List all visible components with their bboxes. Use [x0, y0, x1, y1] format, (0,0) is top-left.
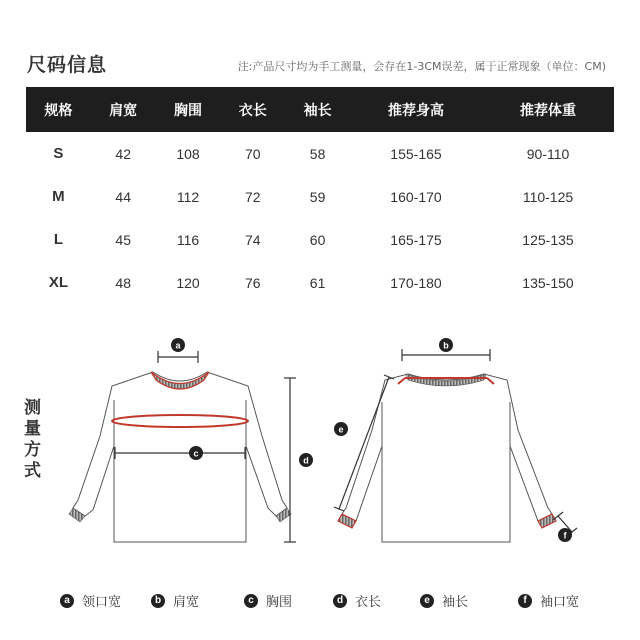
measure-label-char: 测 — [24, 398, 41, 418]
cell-height: 160-170 — [390, 188, 442, 205]
cell-weight: 125-135 — [522, 231, 574, 248]
legend-badge: d — [333, 594, 347, 608]
cell-sleeve: 59 — [309, 188, 326, 205]
diagram-mark-a — [171, 338, 185, 352]
cell-shoulder: 45 — [115, 231, 131, 248]
header-chest: 胸围 — [156, 87, 221, 132]
page-title: 尺码信息 — [27, 54, 108, 76]
header-sleeve: 袖长 — [285, 87, 350, 132]
cell-sleeve: 58 — [309, 145, 326, 162]
cell-chest: 112 — [176, 188, 200, 205]
legend-badge: f — [518, 594, 532, 608]
measurement-note: 注:产品尺寸均为手工测量，会存在1-3CM误差，属于正常现象（单位：CM) — [237, 60, 606, 73]
cell-chest: 120 — [176, 274, 200, 291]
front-shirt-outline — [73, 372, 287, 542]
legend-label: 袖长 — [442, 595, 469, 610]
legend-item-d — [333, 591, 381, 610]
legend-badge: e — [420, 594, 434, 608]
measure-label-char: 式 — [24, 461, 41, 481]
cell-sleeve: 60 — [309, 231, 326, 248]
legend-item-c — [244, 591, 292, 610]
diagram-mark-e — [334, 422, 348, 436]
mark-e-text: e — [338, 424, 344, 435]
cell-size: L — [53, 231, 63, 248]
cell-weight: 90-110 — [526, 145, 570, 162]
legend-badge: b — [151, 594, 165, 608]
legend-item-f — [518, 591, 579, 610]
cell-size: S — [53, 145, 64, 162]
mark-d-text: d — [303, 455, 309, 466]
cell-size: XL — [48, 274, 68, 291]
cell-length: 76 — [245, 274, 261, 291]
measure-label-char: 量 — [24, 419, 41, 439]
legend-label: 胸围 — [266, 595, 293, 610]
legend-label: 衣长 — [355, 595, 382, 610]
diagram-mark-d — [299, 453, 313, 467]
mark-c-text: c — [193, 448, 199, 459]
cell-size: M — [52, 188, 65, 205]
cell-length: 74 — [245, 231, 261, 248]
mark-b-text: b — [443, 340, 449, 351]
diagram-mark-f — [558, 528, 572, 542]
cell-chest: 108 — [176, 145, 200, 162]
legend-item-a — [60, 591, 121, 610]
legend-item-b — [151, 591, 199, 610]
legend-badge: c — [244, 594, 258, 608]
legend-item-e — [420, 591, 468, 610]
cell-shoulder: 48 — [115, 274, 131, 291]
legend-label: 肩宽 — [173, 595, 200, 610]
cell-height: 155-165 — [390, 145, 442, 162]
cell-chest: 116 — [176, 231, 200, 248]
header-height: 推荐身高 — [350, 87, 482, 132]
legend-label: 领口宽 — [82, 595, 122, 610]
header-weight: 推荐体重 — [482, 87, 614, 132]
cell-length: 70 — [245, 145, 261, 162]
header-shoulder: 肩宽 — [91, 87, 156, 132]
cell-shoulder: 44 — [115, 188, 131, 205]
legend-badge: a — [60, 594, 74, 608]
cell-weight: 135-150 — [522, 274, 574, 291]
back-shirt-outline — [342, 374, 552, 542]
cell-length: 72 — [245, 188, 261, 205]
cell-shoulder: 42 — [115, 145, 131, 162]
legend-label: 袖口宽 — [540, 595, 580, 610]
mark-f-text: f — [563, 530, 567, 541]
header-length: 衣长 — [220, 87, 285, 132]
mark-a-text: a — [175, 340, 181, 351]
cell-weight: 110-125 — [522, 188, 574, 205]
diagram-mark-b — [439, 338, 453, 352]
measure-label-char: 方 — [24, 440, 41, 460]
cell-sleeve: 61 — [309, 274, 326, 291]
cell-height: 170-180 — [390, 274, 442, 291]
diagram-mark-c — [189, 446, 203, 460]
header-spec: 规格 — [26, 87, 91, 132]
cell-height: 165-175 — [390, 231, 442, 248]
